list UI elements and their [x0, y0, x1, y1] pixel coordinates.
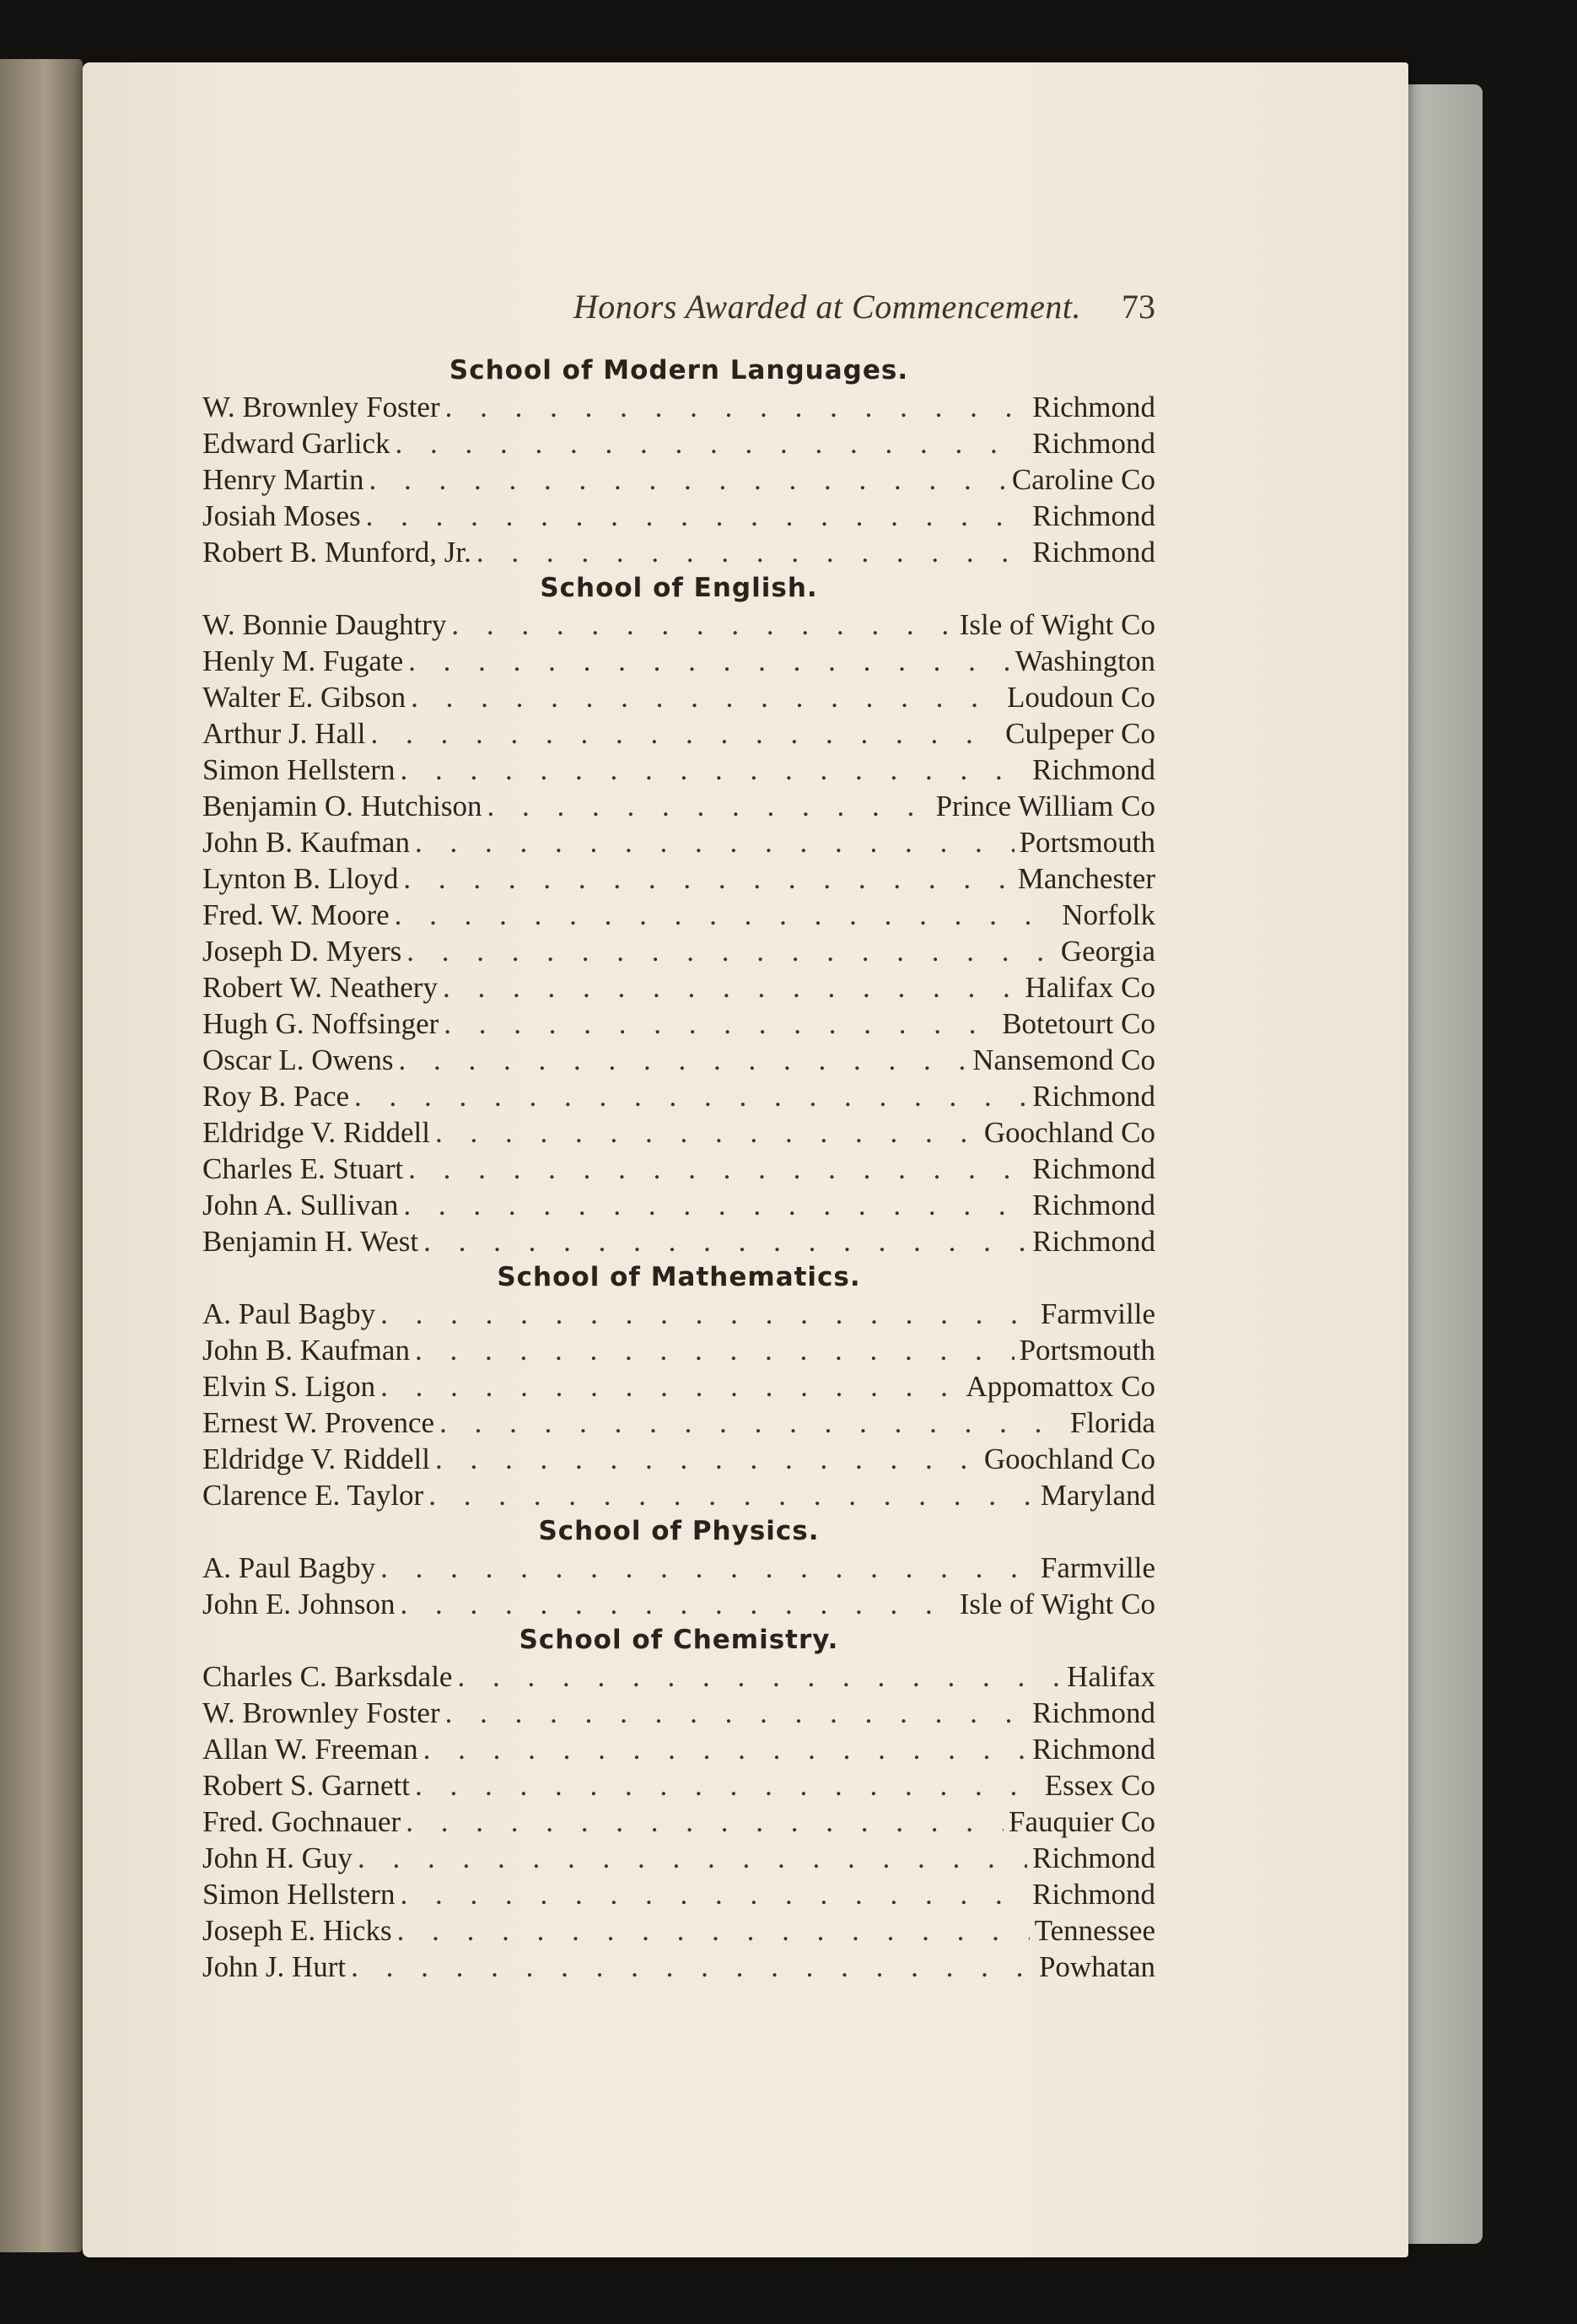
hometown: Botetourt Co — [1002, 1007, 1155, 1040]
hometown: Prince William Co — [935, 790, 1155, 822]
honor-entry — [202, 679, 1155, 715]
student-name: Benjamin O. Hutchison — [202, 790, 482, 822]
honor-entry — [202, 1586, 1155, 1622]
hometown: Halifax — [1067, 1660, 1155, 1693]
hometown: Norfolk — [1062, 898, 1155, 931]
section — [202, 1622, 1155, 1985]
honor-entry — [202, 461, 1155, 498]
honor-entry — [202, 1223, 1155, 1259]
dot-leader — [423, 1731, 1028, 1767]
dot-leader — [439, 1405, 1065, 1441]
honor-entry — [202, 1731, 1155, 1767]
honor-entry — [202, 1840, 1155, 1876]
dot-leader — [403, 860, 1012, 897]
student-name: Fred. W. Moore — [202, 898, 390, 931]
student-name: Robert W. Neathery — [202, 971, 438, 1004]
dot-leader — [358, 1840, 1027, 1876]
dot-leader — [415, 1767, 1040, 1804]
running-title: Honors Awarded at Commencement. — [573, 288, 1081, 326]
student-name: John B. Kaufman — [202, 1334, 410, 1367]
facing-page-edge — [0, 59, 83, 2252]
student-name: Lynton B. Lloyd — [202, 862, 399, 895]
dot-leader — [428, 1477, 1036, 1513]
dot-leader — [354, 1078, 1027, 1114]
student-name: Elvin S. Ligon — [202, 1370, 376, 1403]
dot-leader — [406, 933, 1056, 969]
student-name: Eldridge V. Riddell — [202, 1116, 430, 1149]
dot-leader — [366, 498, 1028, 534]
student-name: Joseph D. Myers — [202, 935, 402, 968]
hometown: Manchester — [1017, 862, 1155, 895]
dot-leader — [408, 1151, 1027, 1187]
honor-entry — [202, 752, 1155, 788]
page-number: 73 — [1122, 288, 1155, 326]
student-name: Arthur J. Hall — [202, 717, 366, 750]
hometown: Richmond — [1032, 1152, 1155, 1185]
section-title: School of Chemistry. — [519, 1625, 839, 1655]
honor-entry — [202, 933, 1155, 969]
hometown: Washington — [1015, 644, 1155, 677]
hometown: Richmond — [1032, 1225, 1155, 1258]
honor-entry — [202, 1912, 1155, 1949]
hometown: Richmond — [1032, 1841, 1155, 1874]
dot-leader — [401, 1586, 955, 1622]
student-name: Eldridge V. Riddell — [202, 1442, 430, 1475]
honor-entry — [202, 1658, 1155, 1695]
dot-leader — [369, 461, 1006, 498]
honor-entry — [202, 1368, 1155, 1405]
section — [202, 1259, 1155, 1513]
hometown: Essex Co — [1044, 1769, 1155, 1802]
dot-leader — [403, 1187, 1027, 1223]
dot-leader — [415, 1332, 1015, 1368]
honor-entry — [202, 1550, 1155, 1586]
hometown: Powhatan — [1038, 1950, 1155, 1983]
hometown: Appomattox Co — [966, 1370, 1155, 1403]
hometown: Isle of Wight Co — [959, 608, 1155, 641]
honor-entry — [202, 788, 1155, 824]
honor-entry — [202, 1042, 1155, 1078]
hometown: Richmond — [1032, 499, 1155, 532]
section-title: School of Physics. — [538, 1516, 820, 1546]
dot-leader — [487, 788, 931, 824]
honor-entry — [202, 1767, 1155, 1804]
student-name: Oscar L. Owens — [202, 1043, 394, 1076]
section-title: School of Mathematics. — [497, 1262, 861, 1292]
dot-leader — [380, 1296, 1036, 1332]
honor-entry — [202, 607, 1155, 643]
student-name: Henly M. Fugate — [202, 644, 404, 677]
page-header — [202, 287, 1155, 337]
hometown: Loudoun Co — [1007, 681, 1155, 714]
honor-entry — [202, 1151, 1155, 1187]
hometown: Farmville — [1040, 1551, 1155, 1584]
dot-leader — [435, 1441, 979, 1477]
dot-leader — [400, 1876, 1027, 1912]
dot-leader — [400, 752, 1027, 788]
honor-entry — [202, 643, 1155, 679]
dot-leader — [411, 679, 1002, 715]
student-name: Roy B. Pace — [202, 1080, 350, 1113]
honors-list — [202, 353, 1155, 1985]
hometown: Maryland — [1040, 1479, 1155, 1512]
honor-entry — [202, 498, 1155, 534]
dot-leader — [395, 897, 1058, 933]
dot-leader — [445, 389, 1028, 425]
dot-leader — [435, 1114, 979, 1151]
student-name: John H. Guy — [202, 1841, 353, 1874]
hometown: Goochland Co — [983, 1442, 1155, 1475]
student-name: Allan W. Freeman — [202, 1733, 418, 1766]
section-title: School of English. — [540, 573, 818, 603]
section — [202, 1513, 1155, 1622]
honor-entry — [202, 1296, 1155, 1332]
student-name: John A. Sullivan — [202, 1189, 399, 1221]
hometown: Georgia — [1060, 935, 1155, 968]
dot-leader — [406, 1804, 1004, 1840]
section — [202, 570, 1155, 1259]
student-name: Simon Hellstern — [202, 753, 396, 786]
student-name: Simon Hellstern — [202, 1878, 396, 1911]
student-name: Clarence E. Taylor — [202, 1479, 424, 1512]
dot-leader — [408, 643, 1009, 679]
hometown: Halifax Co — [1025, 971, 1155, 1004]
student-name: Hugh G. Noffsinger — [202, 1007, 439, 1040]
dot-leader — [457, 1658, 1062, 1695]
student-name: Charles E. Stuart — [202, 1152, 404, 1185]
student-name: A. Paul Bagby — [202, 1297, 376, 1330]
section — [202, 353, 1155, 570]
student-name: Josiah Moses — [202, 499, 361, 532]
honor-entry — [202, 1477, 1155, 1513]
hometown: Richmond — [1032, 391, 1155, 423]
dot-leader — [423, 1223, 1027, 1259]
honor-entry — [202, 1332, 1155, 1368]
hometown: Richmond — [1032, 1733, 1155, 1766]
honor-entry — [202, 1187, 1155, 1223]
student-name: Charles C. Barksdale — [202, 1660, 453, 1693]
hometown: Nansemond Co — [972, 1043, 1155, 1076]
honor-entry — [202, 1695, 1155, 1731]
hometown: Richmond — [1032, 753, 1155, 786]
hometown: Portsmouth — [1019, 826, 1155, 859]
student-name: W. Brownley Foster — [202, 391, 440, 423]
hometown: Florida — [1069, 1406, 1155, 1439]
honor-entry — [202, 1949, 1155, 1985]
dot-leader — [380, 1550, 1036, 1586]
student-name: John J. Hurt — [202, 1950, 347, 1983]
hometown: Caroline Co — [1011, 463, 1155, 496]
student-name: Ernest W. Provence — [202, 1406, 435, 1439]
honor-entry — [202, 1006, 1155, 1042]
honor-entry — [202, 1405, 1155, 1441]
student-name: W. Brownley Foster — [202, 1696, 440, 1729]
student-name: John E. Johnson — [202, 1588, 396, 1620]
dot-leader — [397, 1912, 1030, 1949]
hometown: Isle of Wight Co — [959, 1588, 1155, 1620]
honor-entry — [202, 897, 1155, 933]
honor-entry — [202, 1441, 1155, 1477]
hometown: Richmond — [1032, 427, 1155, 460]
hometown: Richmond — [1032, 1878, 1155, 1911]
dot-leader — [396, 425, 1028, 461]
dot-leader — [398, 1042, 967, 1078]
hometown: Fauquier Co — [1008, 1805, 1155, 1838]
honor-entry — [202, 389, 1155, 425]
dot-leader — [445, 1695, 1028, 1731]
dot-leader — [451, 607, 954, 643]
honor-entry — [202, 715, 1155, 752]
hometown: Richmond — [1032, 1189, 1155, 1221]
hometown: Richmond — [1032, 1696, 1155, 1729]
honor-entry — [202, 1876, 1155, 1912]
student-name: W. Bonnie Daughtry — [202, 608, 447, 641]
student-name: Edward Garlick — [202, 427, 390, 460]
honor-entry — [202, 969, 1155, 1006]
dot-leader — [476, 534, 1027, 570]
hometown: Richmond — [1032, 1080, 1155, 1113]
honor-entry — [202, 1078, 1155, 1114]
honor-entry — [202, 1804, 1155, 1840]
student-name: Robert B. Munford, Jr. — [202, 536, 471, 569]
dot-leader — [443, 969, 1020, 1006]
hometown: Tennessee — [1034, 1914, 1155, 1947]
hometown: Farmville — [1040, 1297, 1155, 1330]
section-title: School of Modern Languages. — [449, 355, 909, 386]
hometown: Richmond — [1032, 536, 1155, 569]
honor-entry — [202, 534, 1155, 570]
student-name: Benjamin H. West — [202, 1225, 419, 1258]
dot-leader — [351, 1949, 1034, 1985]
honor-entry — [202, 425, 1155, 461]
student-name: Walter E. Gibson — [202, 681, 406, 714]
student-name: A. Paul Bagby — [202, 1551, 376, 1584]
dot-leader — [380, 1368, 961, 1405]
student-name: Joseph E. Hicks — [202, 1914, 392, 1947]
student-name: John B. Kaufman — [202, 826, 410, 859]
dot-leader — [444, 1006, 997, 1042]
student-name: Robert S. Garnett — [202, 1769, 410, 1802]
student-name: Fred. Gochnauer — [202, 1805, 401, 1838]
hometown: Portsmouth — [1019, 1334, 1155, 1367]
honor-entry — [202, 824, 1155, 860]
dot-leader — [415, 824, 1015, 860]
student-name: Henry Martin — [202, 463, 364, 496]
dot-leader — [370, 715, 1000, 752]
hometown: Goochland Co — [983, 1116, 1155, 1149]
honor-entry — [202, 1114, 1155, 1151]
honor-entry — [202, 860, 1155, 897]
hometown: Culpeper Co — [1005, 717, 1155, 750]
